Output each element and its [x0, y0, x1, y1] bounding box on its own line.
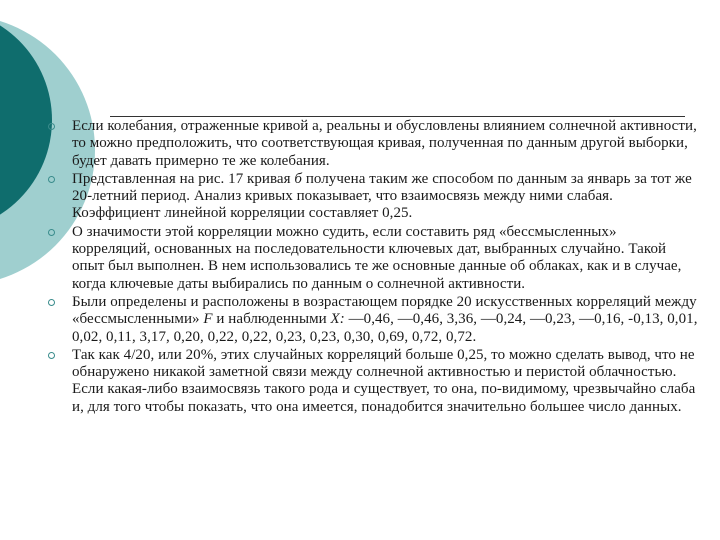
bullet-text-part: Представленная на рис. 17 кривая	[72, 170, 295, 187]
list-item	[48, 224, 698, 293]
bullet-list	[48, 118, 698, 417]
bullet-text-part: получена таким же способом по данным за январь за тот же 20-летний период. Анализ кривых показывает, что взаимосвязь между ними слабая. Коэффициент линейной корреляции составляет 0,25.	[72, 170, 692, 222]
bullet-text: Так как 4/20, или 20%, этих случайных корреляций больше 0,25, то можно сделать вывод, что не обнаружено никакой заметной связи между солнечной активностью и перистой облачностью. Если какая-либо взаимосвязь такого рода и существует, то она, по-видимому, чрезвычайно слаба и, для того чтобы показать, что она имеется, понадобится значительно большее число данных.	[72, 346, 696, 415]
bullet-italic-variable: X:	[330, 311, 345, 328]
circle-bullet-icon	[48, 299, 55, 306]
list-item	[48, 294, 698, 346]
bullet-text: Если колебания, отраженные кривой а, реальны и обусловлены влиянием солнечной активности, то можно предположить, что соответствующая кривая, полученная по данным другой выборки, будет давать примерно те же колебания.	[72, 118, 697, 169]
circle-bullet-icon	[48, 176, 55, 183]
bullet-text: О значимости этой корреляции можно судить, если составить ряд «бессмысленных» корреляций, основанных на последовательности ключевых дат, выбранных случайно. Такой опыт был выполнен. В нем использовались те же основные данные об облаках, как и в случае, когда ключевые даты выбирались по данным о солнечной активности.	[72, 223, 682, 292]
list-item	[48, 347, 698, 416]
list-item	[48, 171, 698, 223]
bullet-text-part: и наблюденными	[212, 311, 331, 328]
title-divider-line	[110, 116, 685, 117]
bullet-text-part: Были определены и расположены в возрастающем порядке 20 искусственных корреляций между «бессмысленными»	[72, 293, 697, 328]
circle-bullet-icon	[48, 352, 55, 359]
bullet-italic-variable: F	[203, 311, 213, 328]
list-item	[48, 118, 698, 170]
bullet-text-part: —0,46, —0,46, 3,36, —0,24, —0,23, —0,16, -0,13, 0,01, 0,02, 0,11, 3,17, 0,20, 0,22, 0,22, 0,23, 0,23, 0,30, 0,69, 0,72, 0,72.	[72, 311, 698, 345]
circle-bullet-icon	[48, 229, 55, 236]
circle-bullet-icon	[48, 123, 55, 130]
bullet-italic-label: б	[294, 170, 303, 187]
